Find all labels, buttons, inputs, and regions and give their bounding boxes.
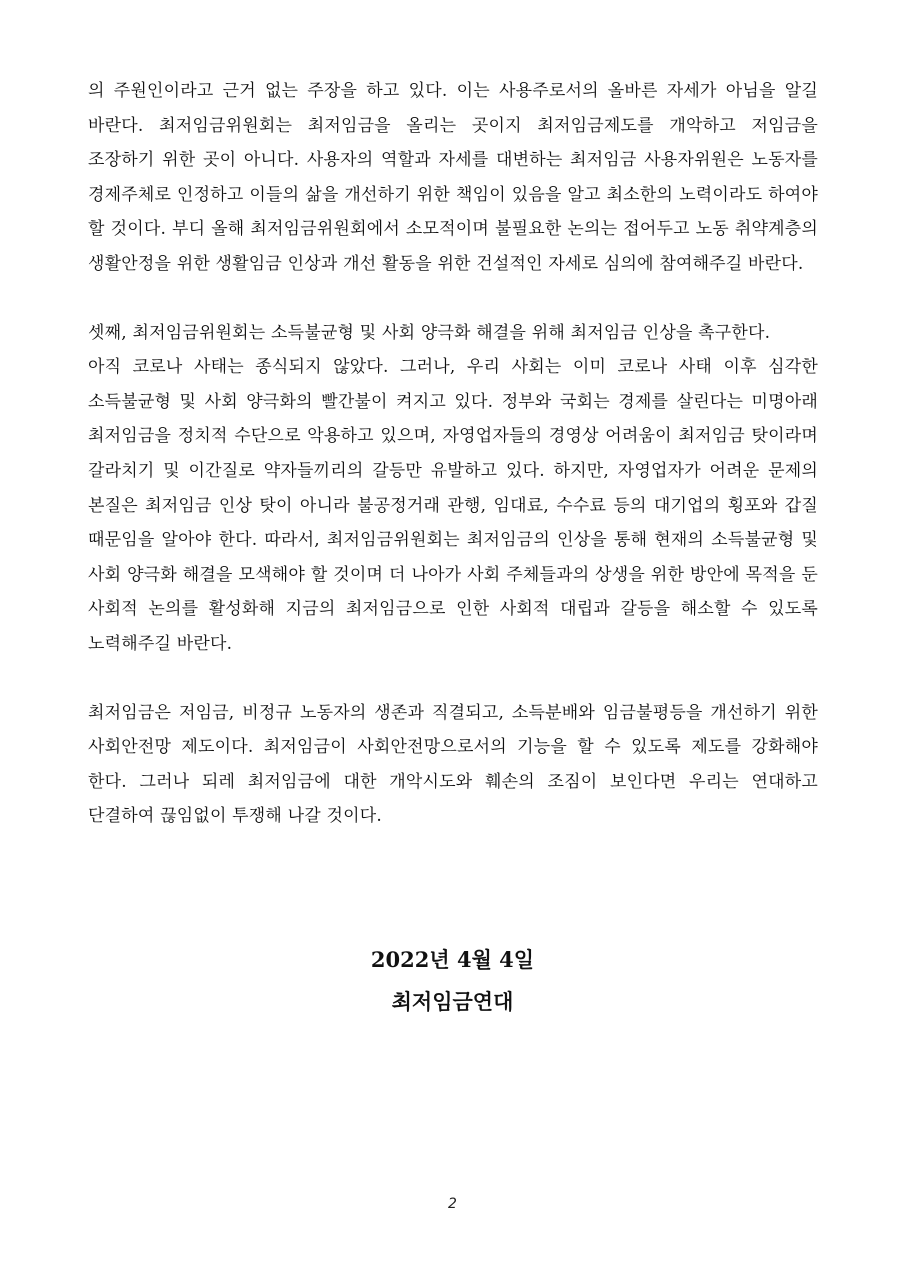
paragraph-gap [88,662,818,696]
paragraph-gap [88,282,818,316]
page-number: 2 [448,1196,457,1212]
paragraph-1: 의 주원인이라고 근거 없는 주장을 하고 있다. 이는 사용주로서의 올바른 자세가 아님을 알길 바란다. 최저임금위원회는 최저임금을 올리는 곳이지 최저임금제도를 개악하고 저임금을 조장하기 위한 곳이 아니다. 사용자의 역할과 자세를 대변하는 최저임금 사용자위원은 노동자를 경제주체로 인정하고 이들의 삶을 개선하기 위한 책임이 있음을 알고 최소한의 노력이라도 하여야 할 것이다. 부디 올해 최저임금위원회에서 소모적이며 불필요한 논의는 접어두고 노동 취약계층의 생활안정을 위한 생활임금 인상과 개선 활동을 위한 건설적인 자세로 심의에 참여해주길 바란다. [88,81,818,274]
paragraph-2: 셋째, 최저임금위원회는 소득불균형 및 사회 양극화 해결을 위해 최저임금 인상을 촉구한다. 아직 코로나 사태는 종식되지 않았다. 그러나, 우리 사회는 이미 코로나 사태 이후 심각한 소득불균형 및 사회 양극화의 빨간불이 켜지고 있다. 정부와 국회는 경제를 살린다는 미명아래 최저임금을 정치적 수단으로 악용하고 있으며, 자영업자들의 경영상 어려움이 최저임금 탓이라며 갈라치기 및 이간질로 약자들끼리의 갈등만 유발하고 있다. 하지만, 자영업자가 어려운 문제의 본질은 최저임금 인상 탓이 아니라 불공정거래 관행, 임대료, 수수료 등의 대기업의 횡포와 갑질 때문임을 알아야 한다. 따라서, 최저임금위원회는 최저임금의 인상을 통해 현재의 소득불균형 및 사회 양극화 해결을 모색해야 할 것이며 더 나아가 사회 주체들과의 상생을 위한 방안에 목적을 둔 사회적 논의를 활성화해 지금의 최저임금으로 인한 사회적 대립과 갈등을 해소할 수 있도록 노력해주길 바란다. [88,322,818,654]
signature-date: 2022년 4월 4일 [370,947,535,972]
document-body [88,74,818,834]
signature-organization: 최저임금연대 [391,989,514,1014]
paragraph-3: 최저임금은 저임금, 비정규 노동자의 생존과 직결되고, 소득분배와 임금불평등을 개선하기 위한 사회안전망 제도이다. 최저임금이 사회안전망으로서의 기능을 할 수 있도록 제도를 강화해야 한다. 그러나 되레 최저임금에 대한 개악시도와 훼손의 조짐이 보인다면 우리는 연대하고 단결하여 끊임없이 투쟁해 나갈 것이다. [88,702,818,827]
